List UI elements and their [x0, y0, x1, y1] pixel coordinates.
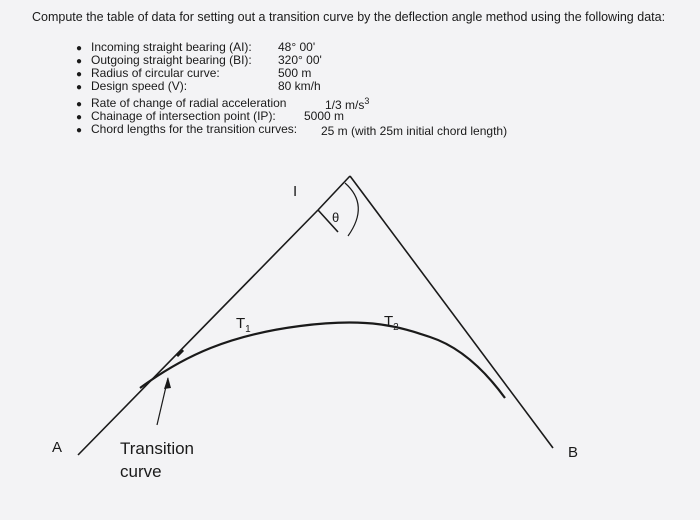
item-label: Outgoing straight bearing (BI): — [91, 53, 252, 67]
item-value: 48° 00' — [278, 40, 316, 54]
point-a-label: A — [52, 439, 63, 456]
item-value: 320° 00' — [278, 53, 322, 67]
bullet-icon: ● — [76, 69, 83, 80]
item-label: Design speed (V): — [91, 79, 188, 93]
straight-AI — [78, 210, 318, 455]
t2-subscript: 2 — [393, 322, 399, 333]
item-label: Rate of change of radial acceleration — [91, 96, 287, 110]
t2-label — [384, 313, 399, 333]
caption-line-2: curve — [120, 462, 162, 481]
tangent-point-mark — [177, 350, 183, 356]
item-value: 5000 m — [304, 109, 345, 123]
item-label: Chainage of intersection point (IP): — [91, 109, 276, 123]
caption-line-1: Transition — [120, 439, 195, 458]
theta-label: θ — [332, 210, 340, 225]
t1-subscript: 1 — [245, 324, 251, 335]
transition-curve — [140, 322, 505, 398]
bullet-icon: ● — [76, 99, 83, 110]
point-b-label: B — [568, 444, 579, 461]
item-label: Incoming straight bearing (AI): — [91, 40, 252, 54]
t1-label — [236, 315, 251, 335]
item-value: 25 m (with 25m initial chord length) — [321, 124, 508, 138]
bullet-icon: ● — [76, 112, 83, 123]
item-label: Chord lengths for the transition curves: — [91, 122, 298, 136]
arrow-head-icon — [164, 377, 171, 389]
point-i-label: I — [293, 183, 298, 200]
straight-IB — [350, 176, 553, 448]
item-value: 500 m — [278, 66, 312, 80]
value-superscript: 3 — [364, 96, 370, 106]
extension-line — [318, 176, 350, 210]
item-label: Radius of circular curve: — [91, 66, 220, 80]
bullet-icon: ● — [76, 56, 83, 67]
t2-main: T — [384, 313, 394, 330]
item-value: 80 km/h — [278, 79, 321, 93]
bullet-icon: ● — [76, 43, 83, 54]
t1-main: T — [236, 315, 246, 332]
question-text: Compute the table of data for setting out a transition curve by the deflection angle method using the following data: — [32, 10, 666, 24]
bullet-icon: ● — [76, 125, 83, 136]
value-text: 1/3 m/s — [325, 98, 365, 112]
deflection-angle-arc — [345, 183, 358, 236]
bullet-icon: ● — [76, 82, 83, 93]
